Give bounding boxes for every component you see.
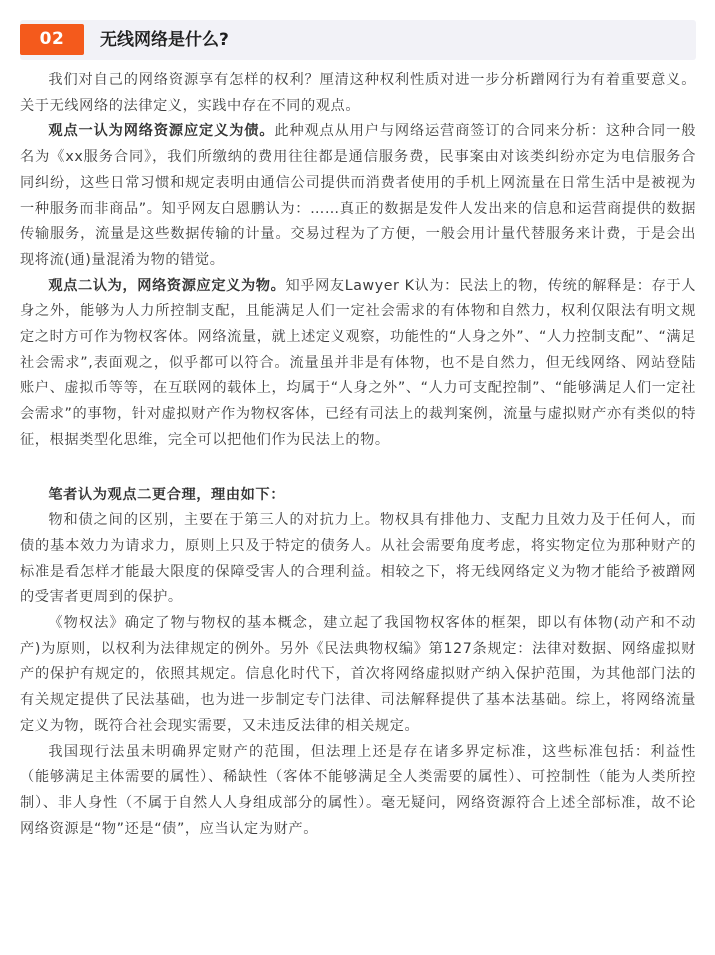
paragraph-reason-one: 物和债之间的区别，主要在于第三人的对抗力上。物权具有排他力、支配力且效力及于任何人，而债的基本效力为请求力，原则上只及于特定的债务人。从社会需要角度考虑，将实物定位为那种财产的标准是看怎样才能最大限度的保障受害人的合理利益。相较之下，将无线网络定义为物才能给予被蹭网的受害者更周到的保护。 bbox=[20, 512, 696, 606]
view-two-body: 知乎网友Lawyer K认为：民法上的物，传统的解释是：存于人身之外，能够为人力所控制支配，且能满足人们一定社会需求的有体物和自然力，权利仅限法有明文规定之时方可作为物权客体。网络流量，就上述定义观察，功能性的“人身之外”、“人力控制支配”、“满足社会需求”,表面观之，似乎都可以符合。流量虽并非是有体物，也不是自然力，但无线网络、网站登陆账户、虚拟币等等，在互联网的载体上，均属于“人身之外”、“人力可支配控制”、“能够满足人们一定社会需求”的事物，针对虚拟财产作为物权客体，已经有司法上的裁判案例，流量与虚拟财产亦有类似的特征，根据类型化思维，完全可以把他们作为民法上的物。 bbox=[20, 277, 696, 448]
paragraph-intro: 我们对自己的网络资源享有怎样的权利？厘清这种权利性质对进一步分析蹭网行为有着重要意义。关于无线网络的法律定义，实践中存在不同的观点。 bbox=[20, 72, 696, 114]
paragraph-view-two bbox=[20, 274, 696, 454]
section-header bbox=[20, 20, 696, 60]
section-title: 无线网络是什么? bbox=[100, 30, 229, 50]
spacer bbox=[20, 454, 696, 483]
section-number-badge: 02 bbox=[20, 24, 84, 55]
paragraph-author-view bbox=[20, 483, 696, 509]
view-two-lead: 观点二认为，网络资源应定义为物。 bbox=[48, 277, 286, 294]
paragraph-view-one bbox=[20, 119, 696, 273]
author-view-lead: 笔者认为观点二更合理，理由如下： bbox=[48, 486, 285, 503]
view-one-body: 此种观点从用户与网络运营商签订的合同来分析：这种合同一般名为《xx服务合同》，我们所缴纳的费用往往都是通信服务费，民事案由对该类纠纷亦定为电信服务合同纠纷，这些日常习惯和规定表明由通信公司提供而消费者使用的手机上网流量在日常生活中是被视为一种服务而非商品”。知乎网友白恩鹏认为：……真正的数据是发件人发出来的信息和运营商提供的数据传输服务，流量是这些数据传输的计量。交易过程为了方便，一般会用计量代替服务来计费，于是会出现将流(通)量混淆为物的错觉。 bbox=[20, 123, 696, 268]
paragraph-reason-two: 《物权法》确定了物与物权的基本概念，建立起了我国物权客体的框架，即以有体物(动产和不动产)为原则，以权利为法律规定的例外。另外《民法典物权编》第127条规定：法律对数据、网络虚拟财产的保护有规定的，依照其规定。信息化时代下，首次将网络虚拟财产纳入保护范围，为其他部门法的有关规定提供了民法基础，也为进一步制定专门法律、司法解释提供了基本法基础。综上，将网络流量定义为物，既符合社会现实需要，又未违反法律的相关规定。 bbox=[20, 615, 696, 734]
paragraph-reason-three: 我国现行法虽未明确界定财产的范围，但法理上还是存在诸多界定标准，这些标准包括：利益性（能够满足主体需要的属性）、稀缺性（客体不能够满足全人类需要的属性）、可控制性（能为人类所控制）、非人身性（不属于自然人人身组成部分的属性）。毫无疑问，网络资源符合上述全部标准，故不论网络资源是“物”还是“债”，应当认定为财产。 bbox=[20, 743, 696, 837]
article-body bbox=[20, 68, 696, 842]
view-one-lead: 观点一认为网络资源应定义为债。 bbox=[48, 123, 275, 140]
